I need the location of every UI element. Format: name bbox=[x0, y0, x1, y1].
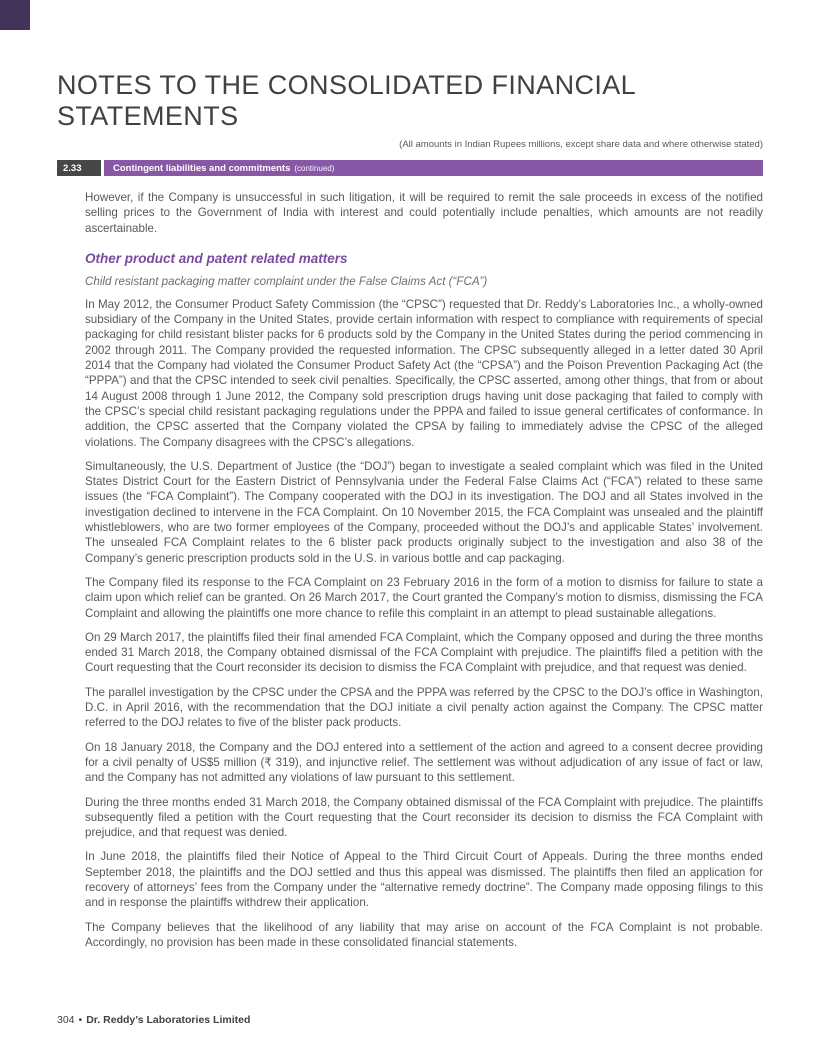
paragraph: Simultaneously, the U.S. Department of Justice (the “DOJ”) began to investigate a sealed complaint which was filed in the United States District Court for the Eastern District of Pennsylvania under the Federal False Claims Act (“FCA”) related to these same issues (the “FCA Complaint”). The Company cooperated with the DOJ in its investigation. The DOJ and all States involved in the investigation declined to intervene in the FCA Complaint. On 10 November 2015, the FCA Complaint was unsealed and the plaintiff whistleblowers, who are two former employees of the Company, proceeded without the DOJ’s and applicable States’ involvement. The unsealed FCA Complaint relates to the 6 blister pack products originally subject to the investigation and also 38 of the Company’s generic prescription products sold in the U.S. in various bottle and cap packaging. bbox=[85, 459, 763, 565]
corner-marker bbox=[0, 0, 30, 30]
paragraph: On 29 March 2017, the plaintiffs filed their final amended FCA Complaint, which the Company opposed and during the three months ended 31 March 2018, the Company obtained dismissal of the FCA Complaint with prejudice. The plaintiffs filed a petition with the Court requesting that the Court reconsider its decision to dismiss the FCA Complaint with prejudice, and that request was denied. bbox=[85, 630, 763, 675]
subsection-heading: Other product and patent related matters bbox=[85, 250, 348, 266]
section-title-bar bbox=[104, 160, 763, 176]
body-content bbox=[85, 190, 763, 959]
paragraph: The Company filed its response to the FCA Complaint on 23 February 2016 in the form of a motion to dismiss for failure to state a claim upon which relief can be granted. On 26 March 2017, the Court granted the Company’s motion to dismiss, dismissing the FCA Complaint and allowing the plaintiffs one more chance to refile this complaint in an attempt to plead sustainable allegations. bbox=[85, 575, 763, 620]
section-title: Contingent liabilities and commitments bbox=[113, 162, 291, 174]
paragraph: The Company believes that the likelihood of any liability that may arise on account of the FCA Complaint is not probable. Accordingly, no provision has been made in these consolidated financial statements. bbox=[85, 920, 763, 949]
page-number: 304 bbox=[57, 1014, 75, 1026]
footer-bullet: • bbox=[78, 1014, 83, 1026]
amounts-note: (All amounts in Indian Rupees millions, except share data and where otherwise stated) bbox=[399, 139, 763, 150]
paragraph: During the three months ended 31 March 2018, the Company obtained dismissal of the FCA Complaint with prejudice. The plaintiffs subsequently filed a petition with the Court requesting that the Court reconsider its decision to dismiss the FCA Complaint with prejudice, and that request was denied. bbox=[85, 795, 763, 840]
paragraph: On 18 January 2018, the Company and the DOJ entered into a settlement of the action and agreed to a consent decree providing for a civil penalty of US$5 million (₹ 319), and injunctive relief. The settlement was without adjudication of any issue of fact or law, and the Company has not admitted any violations of law pursuant to this settlement. bbox=[85, 740, 763, 785]
paragraph: The parallel investigation by the CPSC under the CPSA and the PPPA was referred by the CPSC to the DOJ’s office in Washington, D.C. in April 2016, with the recommendation that the DOJ initiate a civil penalty action against the Company. The CPSC matter referred to the DOJ relates to five of the blister pack products. bbox=[85, 685, 763, 730]
footer-company-name: Dr. Reddy’s Laboratories Limited bbox=[86, 1014, 251, 1026]
intro-paragraph: However, if the Company is unsuccessful in such litigation, it will be required to remit the sale proceeds in excess of the notified selling prices to the Government of India with interest and could potentially include penalties, which amounts are not readily ascertainable. bbox=[85, 191, 763, 235]
section-header bbox=[57, 160, 763, 176]
page-footer bbox=[57, 1014, 250, 1026]
page-title: NOTES TO THE CONSOLIDATED FINANCIAL STATEMENTS bbox=[57, 70, 636, 131]
paragraph: In May 2012, the Consumer Product Safety Commission (the “CPSC”) requested that Dr. Reddy’s Laboratories Inc., a wholly-owned subsidiary of the Company in the United States, provide certain information with respect to compliance with requirements of special packaging for child resistant blister packs for 6 products sold by the Company in the United States during the period commencing in 2002 through 2011. The Company provided the requested information. The CPSC subsequently alleged in a letter dated 30 April 2014 that the Company had violated the Consumer Product Safety Act (the “CPSA”) and the Poison Prevention Packaging Act (the “PPPA”) and that the CPSC intended to seek civil penalties. Specifically, the CPSC asserted, among other things, that from or about 14 August 2008 through 1 June 2012, the Company sold prescription drugs having unit dose packaging that failed to comply with the CPSC’s special child resistant packaging regulations under the PPPA and failed to issue general certificates of conformance. In addition, the CPSC asserted that the Company violated the CPSA by failing to immediately advise the CPSC of the alleged violations. The Company disagrees with the CPSC’s allegations. bbox=[85, 297, 763, 449]
subsection-subheading: Child resistant packaging matter complaint under the False Claims Act (“FCA”) bbox=[85, 274, 488, 288]
section-continued-label: (continued) bbox=[294, 163, 335, 173]
paragraph: In June 2018, the plaintiffs filed their Notice of Appeal to the Third Circuit Court of Appeals. During the three months ended September 2018, the plaintiffs and the DOJ settled and thus this appeal was dismissed. The plaintiffs then filed an application for recovery of attorneys’ fees from the Company under the “alternative remedy doctrine”. The Company made opposing filings to this and in response the plaintiffs withdrew their application. bbox=[85, 850, 763, 910]
section-number: 2.33 bbox=[57, 160, 101, 176]
